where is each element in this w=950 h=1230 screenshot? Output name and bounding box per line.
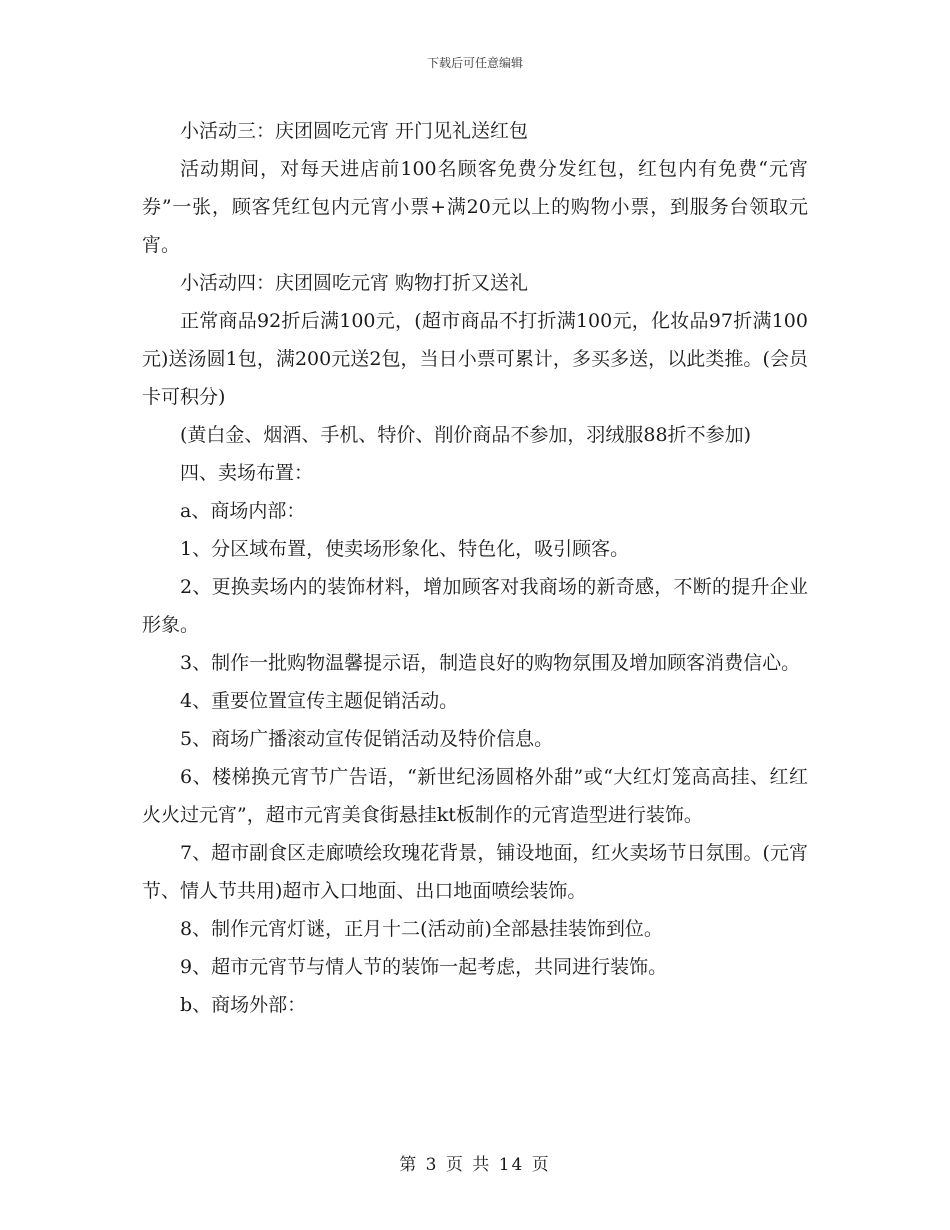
- list-item: 3、制作一批购物温馨提示语，制造良好的购物氛围及增加顾客消费信心。: [180, 652, 801, 674]
- list-item: 7、超市副食区走廊喷绘玫瑰花背景，铺设地面，红火卖场节日氛围。(元宵节、情人节共用)超市入口地面、出口地面喷绘装饰。: [142, 842, 808, 902]
- paragraph: 活动期间，对每天进店前100名顾客免费分发红包，红包内有免费“元宵券”一张，顾客凭红包内元宵小票+满20元以上的购物小票，到服务台领取元宵。: [142, 158, 808, 256]
- list-item: 6、楼梯换元宵节广告语，“新世纪汤圆格外甜”或“大红灯笼高高挂、红红火火过元宵”，超市元宵美食街悬挂kt板制作的元宵造型进行装饰。: [142, 766, 808, 826]
- paragraph: 小活动四：庆团圆吃元宵 购物打折又送礼: [180, 272, 529, 294]
- list-item: 2、更换卖场内的装饰材料，增加顾客对我商场的新奇感，不断的提升企业形象。: [142, 576, 808, 636]
- list-item: 5、商场广播滚动宣传促销活动及特价信息。: [180, 728, 554, 750]
- list-item: 9、超市元宵节与情人节的装饰一起考虑，共同进行装饰。: [180, 956, 668, 978]
- list-item: 1、分区域布置，使卖场形象化、特色化，吸引顾客。: [180, 538, 630, 560]
- list-item: 4、重要位置宣传主题促销活动。: [180, 690, 459, 712]
- subsection-heading: a、商场内部：: [180, 500, 306, 522]
- paragraph: 小活动三：庆团圆吃元宵 开门见礼送红包: [180, 120, 529, 142]
- list-item: 8、制作元宵灯谜，正月十二(活动前)全部悬挂装饰到位。: [180, 918, 663, 940]
- document-body: [142, 112, 808, 1024]
- paragraph: 正常商品92折后满100元，(超市商品不打折满100元，化妆品97折满100元)送汤圆1包，满200元送2包，当日小票可累计，多买多送，以此类推。(会员卡可积分): [142, 310, 808, 408]
- section-heading: 四、卖场布置：: [180, 462, 314, 484]
- paragraph: (黄白金、烟酒、手机、特价、削价商品不参加，羽绒服88折不参加): [180, 424, 752, 446]
- page-header: 下载后可任意编辑: [426, 56, 523, 70]
- subsection-heading: b、商场外部：: [180, 994, 307, 1016]
- page-footer: 第 3 页 共 14 页: [399, 1155, 551, 1175]
